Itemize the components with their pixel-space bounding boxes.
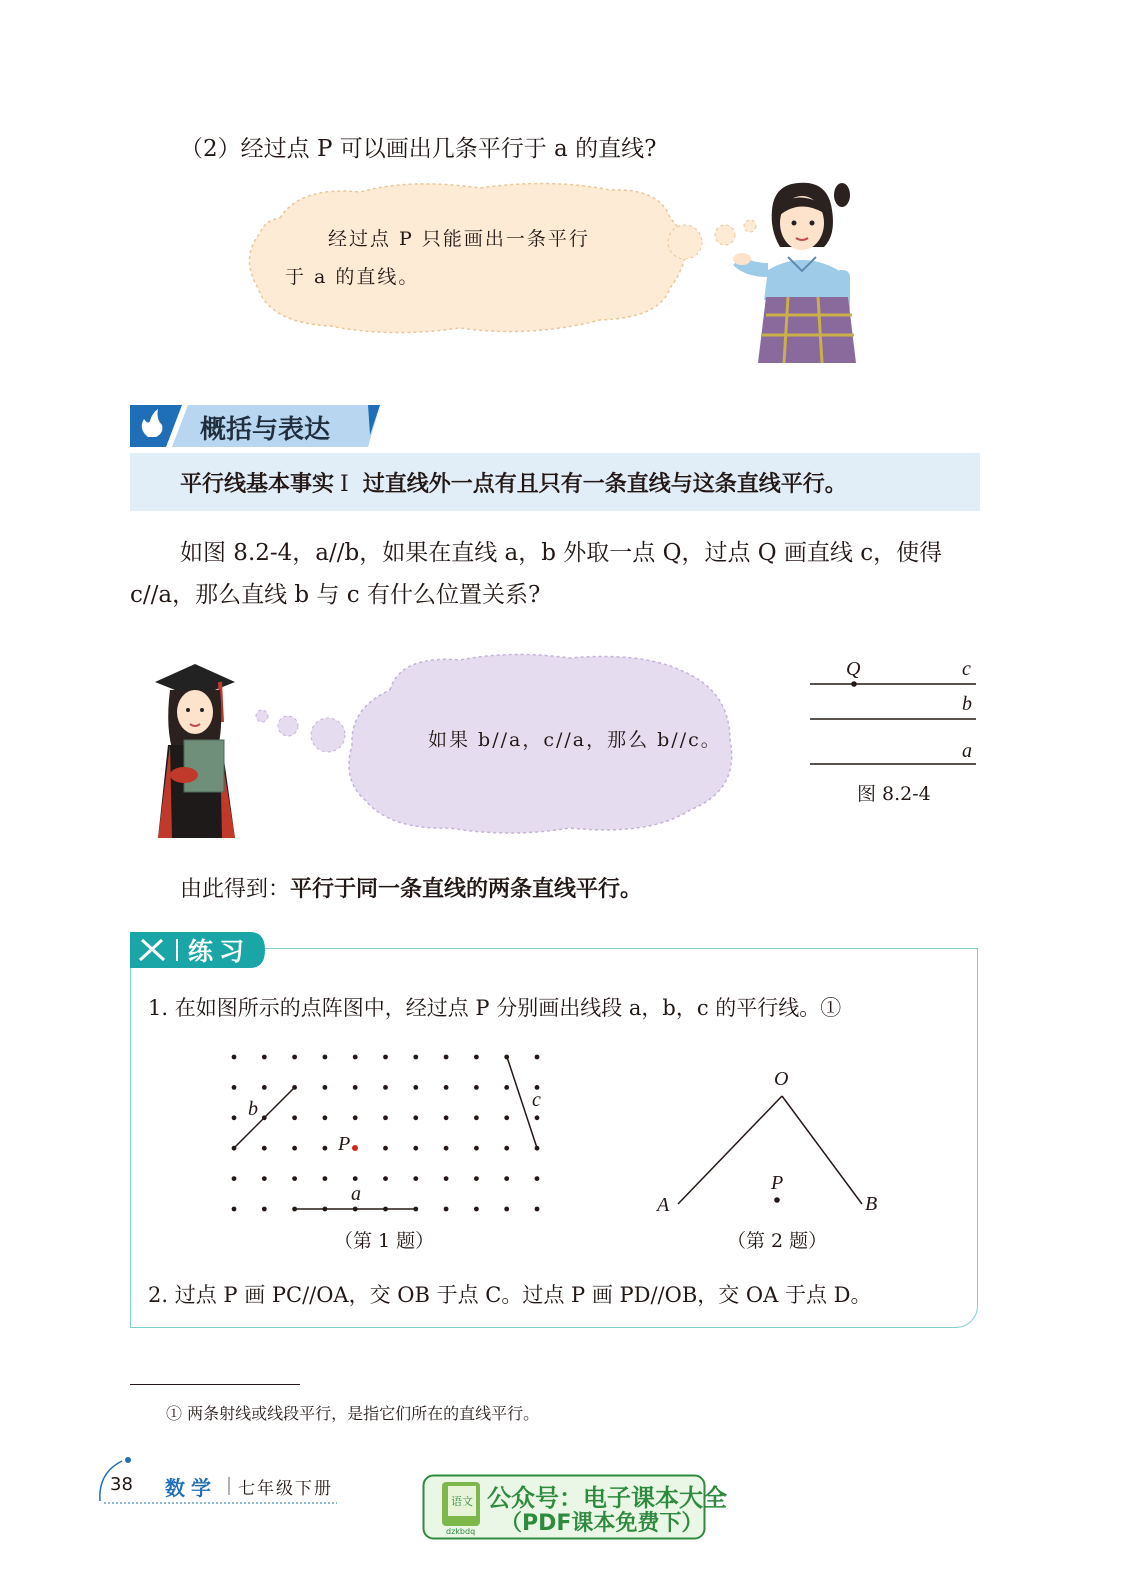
conclusion-lead: 由此得到： — [180, 877, 291, 902]
grid-dot — [504, 1085, 509, 1090]
grid-dot — [504, 1207, 509, 1212]
grid-dot — [323, 1085, 328, 1090]
subject-label: 数学 — [165, 1476, 217, 1500]
grid-dot — [474, 1055, 479, 1060]
grid-dot — [323, 1115, 328, 1120]
grid-dot — [504, 1055, 509, 1060]
grid-dot — [535, 1207, 540, 1212]
fig824-label-c: c — [962, 658, 971, 680]
point-p — [352, 1145, 358, 1151]
practice-title: 练习 — [188, 937, 251, 966]
grid-dot — [444, 1085, 449, 1090]
grid-dot — [262, 1176, 267, 1181]
grid-dot — [413, 1176, 418, 1181]
grid-dot — [535, 1115, 540, 1120]
fig1-caption: （第 1 题） — [334, 1230, 435, 1252]
grid-dot — [323, 1176, 328, 1181]
ray-ob — [782, 1096, 862, 1204]
exercise-1: 1. 在如图所示的点阵图中，经过点 P 分别画出线段 a，b，c 的平行线。① — [148, 996, 842, 1020]
book-icon — [442, 1482, 480, 1526]
grid-dot — [353, 1115, 358, 1120]
conclusion-statement: 平行于同一条直线的两条直线平行。 — [290, 877, 643, 902]
fact-statement — [180, 467, 847, 498]
grid-dot — [262, 1207, 267, 1212]
fact-body: 过直线外一点有且只有一条直线与这条直线平行。 — [362, 472, 847, 497]
fig824-caption: 图 8.2-4 — [857, 783, 931, 805]
grid-dot — [353, 1085, 358, 1090]
section-title: 概括与表达 — [200, 415, 331, 445]
fig1-label-p: P — [338, 1133, 351, 1155]
grid-dot — [413, 1055, 418, 1060]
dot-grid-figure — [220, 1045, 560, 1225]
grid-dot — [444, 1146, 449, 1151]
grid-dot — [232, 1207, 237, 1212]
grid-dot — [262, 1146, 267, 1151]
grid-dot — [444, 1055, 449, 1060]
angle-figure — [660, 1080, 890, 1220]
fig824-label-a: a — [962, 740, 972, 762]
fig2-label-o: O — [774, 1068, 789, 1090]
grid-dot — [504, 1146, 509, 1151]
grid-dot — [474, 1176, 479, 1181]
grid-dot — [353, 1055, 358, 1060]
point-p2 — [774, 1197, 780, 1203]
grid-dot — [413, 1085, 418, 1090]
grid-dot — [383, 1146, 388, 1151]
grid-dot — [292, 1055, 297, 1060]
grid-dot — [383, 1115, 388, 1120]
grid-dot — [292, 1146, 297, 1151]
grid-dot — [383, 1055, 388, 1060]
fact-roman: Ⅰ — [340, 472, 349, 497]
grid-dot — [292, 1176, 297, 1181]
footnote: ① 两条射线或线段平行，是指它们所在的直线平行。 — [166, 1404, 540, 1423]
grid-dot — [535, 1055, 540, 1060]
fig2-caption: （第 2 题） — [727, 1230, 828, 1252]
grid-dot — [262, 1085, 267, 1090]
footnote-rule — [130, 1384, 300, 1385]
fig1-label-a: a — [351, 1183, 361, 1205]
grid-dot — [474, 1207, 479, 1212]
grid-dot — [353, 1176, 358, 1181]
watermark-line1: 公众号：电子课本大全 — [487, 1484, 727, 1512]
grid-dot — [474, 1115, 479, 1120]
grid-dot — [413, 1115, 418, 1120]
grid-dot — [232, 1115, 237, 1120]
fact-label: 平行线基本事实 — [180, 472, 335, 497]
grid-dot — [474, 1085, 479, 1090]
fig2-label-a: A — [657, 1194, 670, 1216]
fig1-label-c: c — [532, 1089, 541, 1111]
fig824-label-q: Q — [846, 658, 861, 680]
exercise-2: 2. 过点 P 画 PC//OA，交 OB 于点 C。过点 P 画 PD//OB，交 OA 于点 D。 — [148, 1283, 872, 1307]
ray-oa — [678, 1096, 782, 1204]
grid-dot — [292, 1115, 297, 1120]
grid-dot — [535, 1176, 540, 1181]
grid-dot — [444, 1115, 449, 1120]
grid-dot — [323, 1146, 328, 1151]
bubble-1-line1: 经过点 P 只能画出一条平行 — [328, 228, 590, 250]
grid-dot — [504, 1115, 509, 1120]
conclusion — [180, 872, 642, 903]
question-paragraph: 如图 8.2-4，a//b，如果在直线 a，b 外取一点 Q，过点 Q 画直线 c，使得 c//a，那么直线 b 与 c 有什么位置关系? — [130, 540, 943, 608]
grid-dot — [232, 1055, 237, 1060]
grid-dot — [323, 1055, 328, 1060]
grid-dot — [232, 1085, 237, 1090]
fig2-label-p: P — [771, 1172, 784, 1194]
bubble-2-text: 如果 b//a，c//a，那么 b//c。 — [428, 729, 722, 751]
grid-dot — [504, 1176, 509, 1181]
fig2-label-b: B — [865, 1193, 878, 1215]
segment-b — [234, 1088, 294, 1148]
grid-dot — [413, 1146, 418, 1151]
watermark-small-text: dzkbdq — [446, 1527, 476, 1536]
watermark-line2: （PDF课本免费下） — [500, 1511, 704, 1536]
watermark-icon-text: 语文 — [451, 1495, 473, 1508]
bubble-1-line2: 于 a 的直线。 — [285, 266, 420, 288]
grid-dot — [383, 1085, 388, 1090]
graduate-girl-illustration — [150, 650, 245, 840]
girl-illustration — [728, 175, 868, 365]
grid-dot — [232, 1176, 237, 1181]
page-number: 38 — [110, 1474, 133, 1495]
grid-dot — [444, 1207, 449, 1212]
question-2: （2）经过点 P 可以画出几条平行于 a 的直线? — [180, 136, 657, 162]
grid-dot — [444, 1176, 449, 1181]
grid-dot — [474, 1146, 479, 1151]
grid-dot — [262, 1055, 267, 1060]
fig1-label-b: b — [248, 1098, 258, 1120]
grid-dots — [232, 1055, 540, 1212]
grid-dot — [383, 1176, 388, 1181]
grade-label: 七年级下册 — [238, 1479, 333, 1499]
fig824-label-b: b — [962, 693, 972, 715]
point-q — [851, 681, 857, 687]
